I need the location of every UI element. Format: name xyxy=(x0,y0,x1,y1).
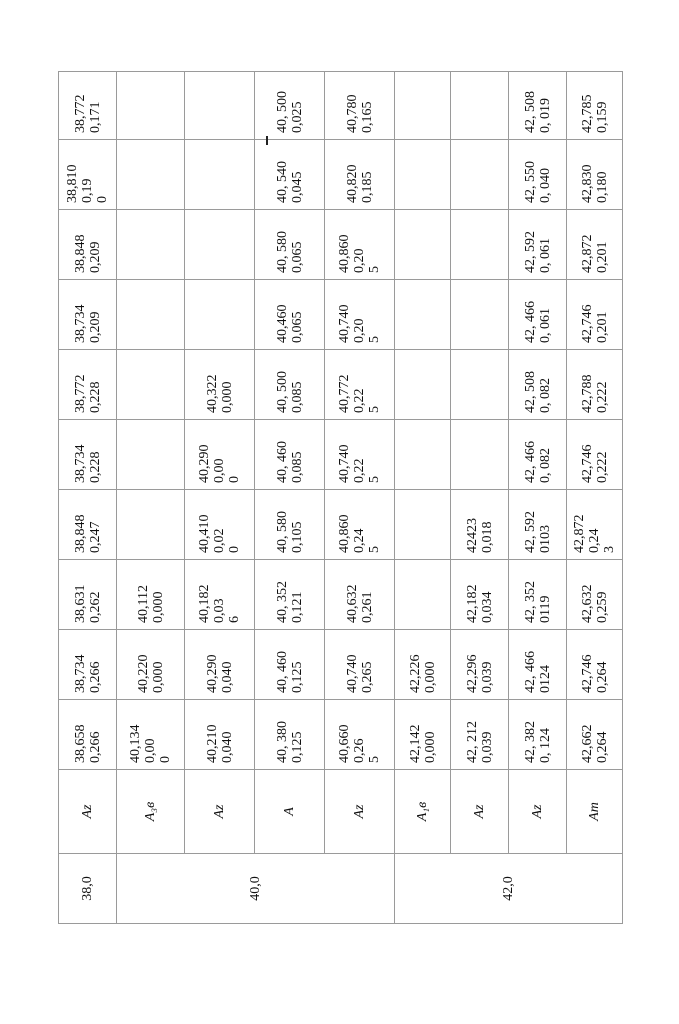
value-cell xyxy=(59,72,117,140)
value-cell xyxy=(451,140,509,210)
value-cell xyxy=(509,280,567,350)
value-cell xyxy=(117,420,185,490)
value-cell xyxy=(567,560,623,630)
table-row xyxy=(185,72,255,924)
value-cell xyxy=(255,560,325,630)
rotated-table-wrapper xyxy=(58,72,622,924)
value-cell xyxy=(325,700,395,770)
value-line: 0,000 xyxy=(422,661,438,693)
value-line: 0,266 xyxy=(87,661,103,693)
value-line: 42423 xyxy=(464,518,480,553)
symbol-cell: Az xyxy=(185,770,255,854)
value-line: 42, 466 xyxy=(522,651,538,693)
table-row xyxy=(451,72,509,924)
value-cell xyxy=(59,350,117,420)
value-cell xyxy=(255,280,325,350)
value-cell xyxy=(451,630,509,700)
value-line: 42,785 xyxy=(579,94,595,133)
value-line: 40,740 xyxy=(337,304,352,343)
value-cell xyxy=(255,630,325,700)
value-cell xyxy=(59,140,117,210)
group-label: 40,0 xyxy=(117,854,395,924)
symbol-cell: A₃в xyxy=(117,770,185,854)
value-line: 42, 592 xyxy=(522,511,538,553)
value-line: 0,264 xyxy=(594,661,610,693)
value-line: 0,000 xyxy=(150,661,166,693)
value-line: 42,872 xyxy=(572,514,587,553)
value-cell xyxy=(117,210,185,280)
value-line: 0,19 xyxy=(80,178,95,203)
value-line: 0,228 xyxy=(87,381,103,413)
value-cell xyxy=(395,630,451,700)
value-line: 40, 500 xyxy=(274,91,290,133)
value-line: 0,201 xyxy=(594,241,610,273)
value-line: 0,02 xyxy=(212,528,227,553)
value-cell xyxy=(255,210,325,280)
value-line: 0,125 xyxy=(289,731,305,763)
value-line: 0,000 xyxy=(219,381,235,413)
symbol-cell: Aт xyxy=(567,770,623,854)
value-cell xyxy=(59,210,117,280)
value-line: 0,20 xyxy=(352,318,367,343)
value-cell xyxy=(325,420,395,490)
value-cell xyxy=(185,420,255,490)
value-cell xyxy=(451,700,509,770)
value-cell xyxy=(325,350,395,420)
value-line: 42,296 xyxy=(464,654,480,693)
value-line: 42,788 xyxy=(579,374,595,413)
value-line: 0,171 xyxy=(87,101,103,133)
value-cell xyxy=(567,72,623,140)
value-cell xyxy=(185,280,255,350)
value-line: 0, 061 xyxy=(537,238,553,273)
value-line: 0, 082 xyxy=(537,378,553,413)
value-cell xyxy=(567,140,623,210)
value-cell xyxy=(59,560,117,630)
value-line: 5 xyxy=(367,546,382,553)
value-line: 0,125 xyxy=(289,661,305,693)
value-line: 40,660 xyxy=(337,724,352,763)
value-cell xyxy=(395,490,451,560)
value-line: 0 xyxy=(95,196,110,203)
symbol-cell: Az xyxy=(325,770,395,854)
value-line: 0,259 xyxy=(594,591,610,623)
value-line: 0,085 xyxy=(289,381,305,413)
value-cell xyxy=(255,420,325,490)
value-line: 38,734 xyxy=(72,304,88,343)
value-line: 40, 380 xyxy=(274,721,290,763)
value-line: 0,03 xyxy=(212,598,227,623)
value-cell xyxy=(185,630,255,700)
value-line: 0, 040 xyxy=(537,168,553,203)
value-line: 40,290 xyxy=(204,654,220,693)
value-cell xyxy=(255,700,325,770)
value-line: 40,860 xyxy=(337,234,352,273)
value-line: 40,780 xyxy=(344,94,360,133)
value-line: 40, 500 xyxy=(274,371,290,413)
value-cell xyxy=(509,72,567,140)
value-cell xyxy=(117,560,185,630)
value-line: 0,121 xyxy=(289,591,305,623)
value-line: 0,185 xyxy=(359,171,375,203)
value-line: 5 xyxy=(367,476,382,483)
value-line: 0,264 xyxy=(594,731,610,763)
value-cell xyxy=(451,490,509,560)
value-cell xyxy=(185,560,255,630)
value-line: 0,24 xyxy=(352,528,367,553)
value-cell xyxy=(117,350,185,420)
value-line: 0, 061 xyxy=(537,308,553,343)
value-line: 38,848 xyxy=(72,514,88,553)
value-cell xyxy=(325,210,395,280)
value-line: 5 xyxy=(367,406,382,413)
value-cell xyxy=(325,560,395,630)
value-line: 0,222 xyxy=(594,451,610,483)
value-line: 42, 466 xyxy=(522,441,538,483)
value-line: 0,266 xyxy=(87,731,103,763)
value-line: 42,746 xyxy=(579,304,595,343)
value-line: 0,045 xyxy=(289,171,305,203)
value-cell xyxy=(185,72,255,140)
value-line: 40,134 xyxy=(128,724,143,763)
value-cell xyxy=(395,350,451,420)
value-cell xyxy=(325,630,395,700)
value-line: 40, 580 xyxy=(274,231,290,273)
value-cell xyxy=(185,350,255,420)
value-line: 38,810 xyxy=(65,164,80,203)
value-cell xyxy=(451,560,509,630)
value-line: 0, 019 xyxy=(537,98,553,133)
value-cell xyxy=(395,420,451,490)
value-line: 0,159 xyxy=(594,101,610,133)
value-cell xyxy=(395,210,451,280)
value-cell xyxy=(451,420,509,490)
value-line: 42,632 xyxy=(579,584,595,623)
value-line: 40,182 xyxy=(197,584,212,623)
value-line: 0,26 xyxy=(352,738,367,763)
value-line: 0,265 xyxy=(359,661,375,693)
value-line: 38,848 xyxy=(72,234,88,273)
value-cell xyxy=(509,210,567,280)
table-row xyxy=(395,72,451,924)
value-line: 42,872 xyxy=(579,234,595,273)
data-table xyxy=(58,71,623,924)
value-cell xyxy=(59,280,117,350)
value-cell xyxy=(325,490,395,560)
value-line: 42,182 xyxy=(464,584,480,623)
value-cell xyxy=(567,280,623,350)
value-cell xyxy=(117,140,185,210)
value-line: 0,025 xyxy=(289,101,305,133)
value-cell xyxy=(509,140,567,210)
value-cell xyxy=(255,350,325,420)
value-line: 40,740 xyxy=(337,444,352,483)
value-cell xyxy=(59,420,117,490)
value-line: 38,631 xyxy=(72,584,88,623)
value-cell xyxy=(185,210,255,280)
table-row xyxy=(325,72,395,924)
value-line: 0,065 xyxy=(289,311,305,343)
value-line: 0,228 xyxy=(87,451,103,483)
value-line: 40,290 xyxy=(197,444,212,483)
value-line: 0,247 xyxy=(87,521,103,553)
table-row xyxy=(59,72,117,924)
value-cell xyxy=(567,420,623,490)
value-line: 38,734 xyxy=(72,654,88,693)
value-cell xyxy=(395,280,451,350)
value-line: 42, 212 xyxy=(464,721,480,763)
value-line: 42, 382 xyxy=(522,721,538,763)
value-line: 0,000 xyxy=(150,591,166,623)
value-line: 0,018 xyxy=(479,521,495,553)
table-row xyxy=(255,72,325,924)
value-cell xyxy=(255,490,325,560)
value-cell xyxy=(325,280,395,350)
value-line: 42,830 xyxy=(579,164,595,203)
value-line: 0,209 xyxy=(87,241,103,273)
value-line: 0,085 xyxy=(289,451,305,483)
value-line: 40, 460 xyxy=(274,441,290,483)
value-line: 0,262 xyxy=(87,591,103,623)
value-cell xyxy=(185,700,255,770)
symbol-cell: Az xyxy=(451,770,509,854)
value-line: 40,820 xyxy=(344,164,360,203)
value-line: 40,632 xyxy=(344,584,360,623)
value-cell xyxy=(509,490,567,560)
value-line: 0 xyxy=(227,546,242,553)
value-line: 0,201 xyxy=(594,311,610,343)
value-line: 0,00 xyxy=(212,458,227,483)
value-line: 0 xyxy=(158,756,173,763)
value-line: 40, 352 xyxy=(274,581,290,623)
value-line: 40,410 xyxy=(197,514,212,553)
value-line: 42, 508 xyxy=(522,91,538,133)
value-line: 40,740 xyxy=(344,654,360,693)
value-line: 0,209 xyxy=(87,311,103,343)
value-line: 0103 xyxy=(537,525,553,553)
value-line: 40,210 xyxy=(204,724,220,763)
value-line: 42,746 xyxy=(579,654,595,693)
value-line: 0,22 xyxy=(352,458,367,483)
value-line: 0,040 xyxy=(219,731,235,763)
value-line: 38,658 xyxy=(72,724,88,763)
value-cell xyxy=(185,140,255,210)
value-line: 5 xyxy=(367,266,382,273)
value-line: 0,180 xyxy=(594,171,610,203)
value-line: 0,039 xyxy=(479,731,495,763)
value-cell xyxy=(509,420,567,490)
value-line: 0,261 xyxy=(359,591,375,623)
value-cell xyxy=(325,140,395,210)
value-cell xyxy=(59,490,117,560)
table-row xyxy=(509,72,567,924)
value-cell xyxy=(255,140,325,210)
value-cell xyxy=(395,560,451,630)
value-cell xyxy=(117,280,185,350)
value-line: 40,860 xyxy=(337,514,352,553)
value-line: 42,662 xyxy=(579,724,595,763)
value-cell xyxy=(451,350,509,420)
value-line: 42,226 xyxy=(407,654,423,693)
value-line: 40,772 xyxy=(337,374,352,413)
value-line: 0,00 xyxy=(143,738,158,763)
value-line: 0,000 xyxy=(422,731,438,763)
value-line: 42, 508 xyxy=(522,371,538,413)
symbol-cell: A xyxy=(255,770,325,854)
value-cell xyxy=(185,490,255,560)
value-line: 40, 580 xyxy=(274,511,290,553)
value-cell xyxy=(451,210,509,280)
value-line: 0,222 xyxy=(594,381,610,413)
value-line: 0,24 xyxy=(587,528,602,553)
value-cell xyxy=(509,350,567,420)
value-line: 0,034 xyxy=(479,591,495,623)
value-line: 0, 082 xyxy=(537,448,553,483)
value-line: 5 xyxy=(367,756,382,763)
value-line: 6 xyxy=(227,616,242,623)
value-line: 5 xyxy=(367,336,382,343)
value-line: 0,22 xyxy=(352,388,367,413)
value-cell xyxy=(509,700,567,770)
value-cell xyxy=(59,630,117,700)
value-line: 40,220 xyxy=(135,654,151,693)
value-cell xyxy=(451,72,509,140)
symbol-cell: Az xyxy=(59,770,117,854)
value-line: 42,746 xyxy=(579,444,595,483)
value-line: 40,460 xyxy=(274,304,290,343)
value-cell xyxy=(117,72,185,140)
value-cell xyxy=(567,350,623,420)
table-row xyxy=(117,72,185,924)
table-row xyxy=(567,72,623,924)
stray-mark xyxy=(266,136,268,145)
value-line: 0,105 xyxy=(289,521,305,553)
value-cell xyxy=(567,700,623,770)
value-line: 0,165 xyxy=(359,101,375,133)
value-line: 0119 xyxy=(537,595,553,623)
value-cell xyxy=(325,72,395,140)
value-line: 0,040 xyxy=(219,661,235,693)
value-cell xyxy=(567,490,623,560)
value-cell xyxy=(567,210,623,280)
value-line: 38,772 xyxy=(72,374,88,413)
value-line: 38,734 xyxy=(72,444,88,483)
value-cell xyxy=(509,560,567,630)
value-line: 42,142 xyxy=(407,724,423,763)
value-line: 0124 xyxy=(537,665,553,693)
value-line: 40, 540 xyxy=(274,161,290,203)
value-cell xyxy=(117,490,185,560)
value-line: 42, 550 xyxy=(522,161,538,203)
value-cell xyxy=(395,140,451,210)
value-line: 40,112 xyxy=(135,585,151,623)
value-line: 3 xyxy=(602,546,617,553)
value-cell xyxy=(59,700,117,770)
value-cell xyxy=(567,630,623,700)
value-cell xyxy=(255,72,325,140)
value-line: 0, 124 xyxy=(537,728,553,763)
value-line: 0,039 xyxy=(479,661,495,693)
value-line: 42, 592 xyxy=(522,231,538,273)
symbol-cell: Az xyxy=(509,770,567,854)
value-cell xyxy=(395,700,451,770)
value-line: 0,065 xyxy=(289,241,305,273)
value-cell xyxy=(117,630,185,700)
value-line: 0,20 xyxy=(352,248,367,273)
value-cell xyxy=(451,280,509,350)
value-cell xyxy=(509,630,567,700)
group-label: 42,0 xyxy=(395,854,623,924)
value-line: 40,322 xyxy=(204,374,220,413)
value-line: 40, 460 xyxy=(274,651,290,693)
value-line: 42, 352 xyxy=(522,581,538,623)
value-cell xyxy=(117,700,185,770)
value-cell xyxy=(395,72,451,140)
symbol-cell: A₁в xyxy=(395,770,451,854)
value-line: 42, 466 xyxy=(522,301,538,343)
value-line: 0 xyxy=(227,476,242,483)
group-label: 38,0 xyxy=(59,854,117,924)
value-line: 38,772 xyxy=(72,94,88,133)
